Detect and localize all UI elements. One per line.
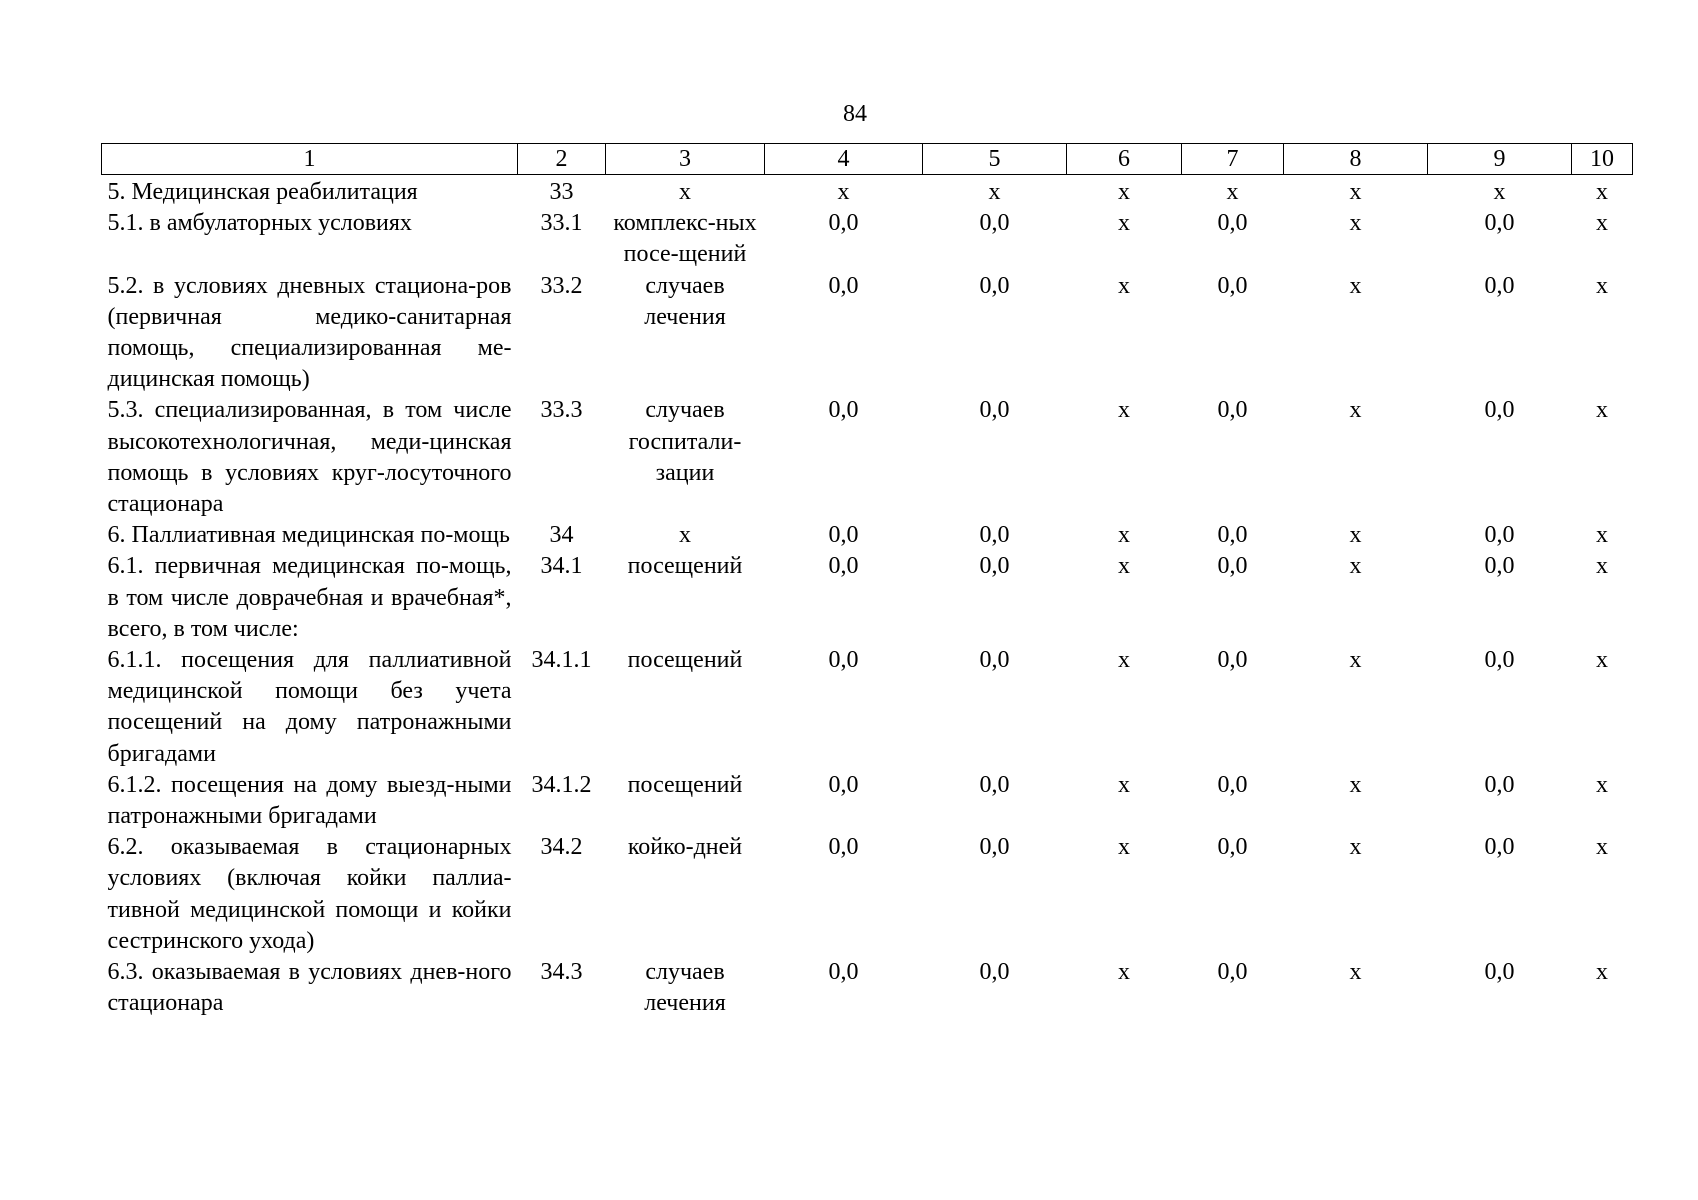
column-header: 7 [1182,144,1284,175]
row-unit-cell: случаев лечения [644,272,726,330]
row-value-cell: 0,0 [1484,647,1515,674]
row-value-cell: х [1596,210,1608,237]
column-header: 1 [102,144,518,175]
row-unit-cell: койко-дней [627,834,743,861]
table-row [102,832,1633,957]
row-value-cell: 0,0 [979,210,1010,237]
column-header: 8 [1284,144,1428,175]
row-value-cell: х [1596,959,1608,986]
row-code-cell: 33.2 [540,272,583,299]
row-value-cell: 0,0 [1484,834,1515,861]
row-name-cell: 6.2. оказываемая в стационарных условиях (включая койки паллиа-тивной медицинской помощи и койки сестринского ухода) [107,834,512,954]
row-value-cell: 0,0 [828,771,859,798]
row-unit-cell: посещений [627,647,743,674]
row-code-cell: 33.3 [540,397,583,424]
row-value-cell: х [1596,522,1608,549]
row-value-cell: 0,0 [979,553,1010,580]
row-name-cell: 6.3. оказываемая в условиях днев-ного стационара [107,959,512,1017]
row-code-cell: 34.1 [540,553,583,580]
row-value-cell: х [1596,179,1608,205]
row-unit-cell: случаев госпитали-зации [628,397,742,486]
row-value-cell: 0,0 [1217,272,1248,299]
table-row [102,520,1633,551]
row-value-cell: 0,0 [1484,522,1515,549]
row-value-cell: х [1349,647,1362,674]
row-value-cell: 0,0 [828,834,859,861]
row-name-cell: 6.1. первичная медицинская по-мощь, в том числе доврачебная и врачебная*, всего, в том числе: [107,553,512,642]
row-value-cell: х [1349,553,1362,580]
row-value-cell: х [1226,179,1239,205]
column-header: 6 [1067,144,1182,175]
row-value-cell: х [1596,647,1608,674]
row-value-cell: 0,0 [1217,771,1248,798]
row-value-cell: 0,0 [828,272,859,299]
row-value-cell: х [1118,397,1130,424]
row-value-cell: 0,0 [979,397,1010,424]
table-row [102,395,1633,520]
table-row [102,770,1633,832]
row-value-cell: 0,0 [1217,959,1248,986]
row-value-cell: 0,0 [979,647,1010,674]
row-value-cell: 0,0 [979,959,1010,986]
row-code-cell: 34.1.1 [531,647,592,674]
row-value-cell: х [1596,771,1608,798]
page-number: 84 [843,101,867,127]
row-value-cell: 0,0 [1217,647,1248,674]
row-value-cell: 0,0 [1217,397,1248,424]
table-row [102,645,1633,770]
row-value-cell: 0,0 [1217,553,1248,580]
row-value-cell: х [1118,522,1130,549]
row-value-cell: х [1349,179,1362,205]
column-header: 9 [1428,144,1572,175]
table-row [102,957,1633,1019]
row-value-cell: 0,0 [979,834,1010,861]
header-row [102,144,1633,175]
row-value-cell: х [1349,210,1362,237]
row-name-cell: 5.1. в амбулаторных условиях [107,210,412,237]
row-value-cell: х [1596,397,1608,424]
row-value-cell: 0,0 [828,553,859,580]
row-value-cell: х [1596,272,1608,299]
row-name-cell: 5.3. специализированная, в том числе высокотехнологичная, меди-цинская помощь в условиях круг-лосуточного стационара [107,397,512,518]
row-value-cell: х [1118,210,1130,237]
row-value-cell: х [1118,647,1130,674]
row-value-cell: 0,0 [1217,522,1248,549]
row-value-cell: х [1118,179,1130,205]
row-value-cell: 0,0 [828,210,859,237]
row-value-cell: 0,0 [979,771,1010,798]
row-unit-cell: х [679,179,691,205]
row-value-cell: х [1596,834,1608,861]
row-value-cell: 0,0 [828,959,859,986]
row-name-cell: 5. Медицинская реабилитация [107,179,418,205]
column-header: 4 [765,144,923,175]
row-value-cell: 0,0 [1217,210,1248,237]
row-value-cell: 0,0 [828,522,859,549]
row-value-cell: х [1596,553,1608,580]
row-code-cell: 34.3 [540,959,583,986]
column-header: 3 [606,144,765,175]
row-value-cell: 0,0 [1484,771,1515,798]
table-row [102,271,1633,396]
row-value-cell: 0,0 [979,272,1010,299]
table-row [102,175,1633,209]
data-table [101,143,1633,1019]
row-value-cell: х [1349,771,1362,798]
row-value-cell: х [988,179,1001,205]
row-unit-cell: посещений [627,771,743,798]
row-value-cell: 0,0 [828,647,859,674]
row-name-cell: 6. Паллиативная медицинская по-мощь [107,522,510,549]
table-row [102,551,1633,645]
row-value-cell: х [1118,771,1130,798]
row-value-cell: х [837,179,850,205]
row-value-cell: х [1349,834,1362,861]
row-value-cell: х [1118,959,1130,986]
row-unit-cell: комплекс-ных посе-щений [613,210,757,268]
row-value-cell: 0,0 [1484,397,1515,424]
row-value-cell: х [1118,272,1130,299]
row-value-cell: х [1118,553,1130,580]
row-unit-cell: случаев лечения [644,959,726,1017]
row-value-cell: 0,0 [1484,553,1515,580]
row-value-cell: х [1118,834,1130,861]
row-unit-cell: посещений [627,553,743,580]
row-code-cell: 34 [549,522,574,549]
row-unit-cell: х [679,522,691,549]
column-header: 5 [923,144,1067,175]
table-row [102,208,1633,270]
row-value-cell: 0,0 [1217,834,1248,861]
row-code-cell: 34.2 [540,834,583,861]
row-value-cell: 0,0 [1484,210,1515,237]
row-value-cell: 0,0 [1484,959,1515,986]
column-header: 2 [518,144,606,175]
row-name-cell: 6.1.2. посещения на дому выезд-ными патронажными бригадами [107,771,512,830]
row-code-cell: 34.1.2 [531,771,592,798]
row-value-cell: х [1349,959,1362,986]
row-value-cell: х [1349,522,1362,549]
column-header: 10 [1572,144,1633,175]
row-code-cell: 33.1 [540,210,583,237]
row-value-cell: х [1493,179,1506,205]
row-value-cell: 0,0 [979,522,1010,549]
row-name-cell: 5.2. в условиях дневных стациона-ров (первичная медико-санитарная помощь, специализированная ме-дицинская помощь) [107,272,512,393]
row-code-cell: 33 [549,179,574,205]
row-value-cell: 0,0 [1484,272,1515,299]
row-name-cell: 6.1.1. посещения для паллиативной медицинской помощи без учета посещений на дому патронажными бригадами [107,647,512,767]
row-value-cell: х [1349,397,1362,424]
row-value-cell: х [1349,272,1362,299]
row-value-cell: 0,0 [828,397,859,424]
